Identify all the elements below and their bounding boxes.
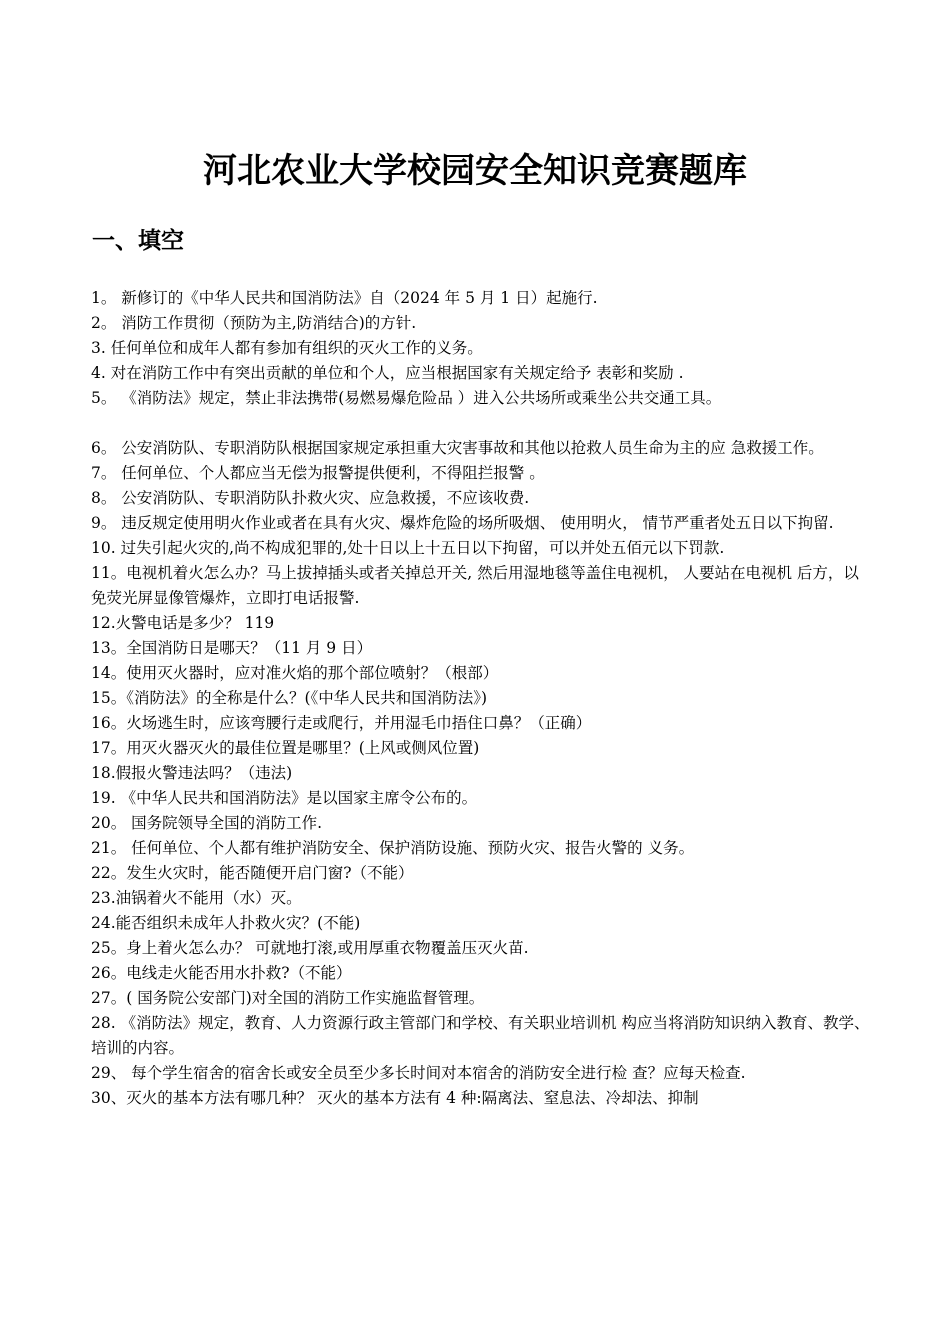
list-item: 15。《消防法》的全称是什么？(《中华人民共和国消防法》) xyxy=(91,689,488,707)
list-item: 20。 国务院领导全国的消防工作. xyxy=(91,814,323,832)
list-item: 1。 新修订的《中华人民共和国消防法》自（2024 年 5 月 1 日）起施行. xyxy=(91,289,598,307)
list-item: 13。全国消防日是哪天？（11 月 9 日） xyxy=(91,639,373,657)
list-item: 25。身上着火怎么办？ 可就地打滚,或用厚重衣物覆盖压灭火苗. xyxy=(91,939,529,957)
list-item: 3. 任何单位和成年人都有参加有组织的灭火工作的义务。 xyxy=(91,339,483,357)
list-item: 8。 公安消防队、专职消防队扑救火灾、应急救援，不应该收费. xyxy=(91,489,530,507)
question-list xyxy=(91,286,871,1111)
list-item: 19. 《中华人民共和国消防法》是以国家主席令公布的。 xyxy=(91,789,478,807)
section-heading: 一、填空 xyxy=(92,228,184,254)
list-item: 22。发生火灾时，能否随便开启门窗?（不能） xyxy=(91,864,414,882)
list-item: 9。 违反规定使用明火作业或者在具有火灾、爆炸危险的场所吸烟、 使用明火， 情节严重者处五日以下拘留. xyxy=(91,514,834,532)
list-item: 12.火警电话是多少？ 119 xyxy=(91,614,275,632)
list-item: 21。 任何单位、个人都有维护消防安全、保护消防设施、预防火灾、报告火警的 义务。 xyxy=(91,839,695,857)
list-item: 4. 对在消防工作中有突出贡献的单位和个人，应当根据国家有关规定给予 表彰和奖励 . xyxy=(91,364,684,382)
list-item: 18.假报火警违法吗？（违法) xyxy=(91,764,293,782)
list-item: 24.能否组织未成年人扑救火灾？(不能) xyxy=(91,914,361,932)
list-item: 29、 每个学生宿舍的宿舍长或安全员至少多长时间对本宿舍的消防安全进行检 查？应每天检查. xyxy=(91,1064,746,1082)
list-item: 23.油锅着火不能用（水）灭。 xyxy=(91,889,302,907)
list-item: 27。( 国务院公安部门)对全国的消防工作实施监督管理。 xyxy=(91,989,485,1007)
list-item: 5。 《消防法》规定，禁止非法携带(易燃易爆危险品 ）进入公共场所或乘坐公共交通工具。 xyxy=(91,389,722,407)
list-item: 30、灭火的基本方法有哪几种？ 灭火的基本方法有 4 种:隔离法、窒息法、冷却法、抑制 xyxy=(91,1089,699,1107)
list-item: 28. 《消防法》规定，教育、人力资源行政主管部门和学校、有关职业培训机 构应当将消防知识纳入教育、教学、培训的内容。 xyxy=(91,1014,870,1057)
list-item: 14。使用灭火器时，应对准火焰的那个部位喷射？（根部） xyxy=(91,664,499,682)
list-item: 17。用灭火器灭火的最佳位置是哪里？(上风或侧风位置) xyxy=(91,739,480,757)
list-item: 11。电视机着火怎么办？马上拔掉插头或者关掉总开关, 然后用湿地毯等盖住电视机， 人要站在电视机 后方，以免荧光屏显像管爆炸，立即打电话报警. xyxy=(91,564,859,607)
list-item: 16。火场逃生时，应该弯腰行走或爬行，并用湿毛巾捂住口鼻？（正确） xyxy=(91,714,592,732)
list-item: 2。 消防工作贯彻（预防为主,防消结合)的方针. xyxy=(91,314,417,332)
list-item: 6。 公安消防队、专职消防队根据国家规定承担重大灾害事故和其他以抢救人员生命为主的应 急救援工作。 xyxy=(91,439,824,457)
list-item: 7。 任何单位、个人都应当无偿为报警提供便利，不得阻拦报警 。 xyxy=(91,464,545,482)
document-title: 河北农业大学校园安全知识竞赛题库 xyxy=(203,151,747,191)
list-item: 26。电线走火能否用水扑救?（不能） xyxy=(91,964,352,982)
list-item: 10. 过失引起火灾的,尚不构成犯罪的,处十日以上十五日以下拘留，可以并处五佰元以下罚款. xyxy=(91,539,725,557)
